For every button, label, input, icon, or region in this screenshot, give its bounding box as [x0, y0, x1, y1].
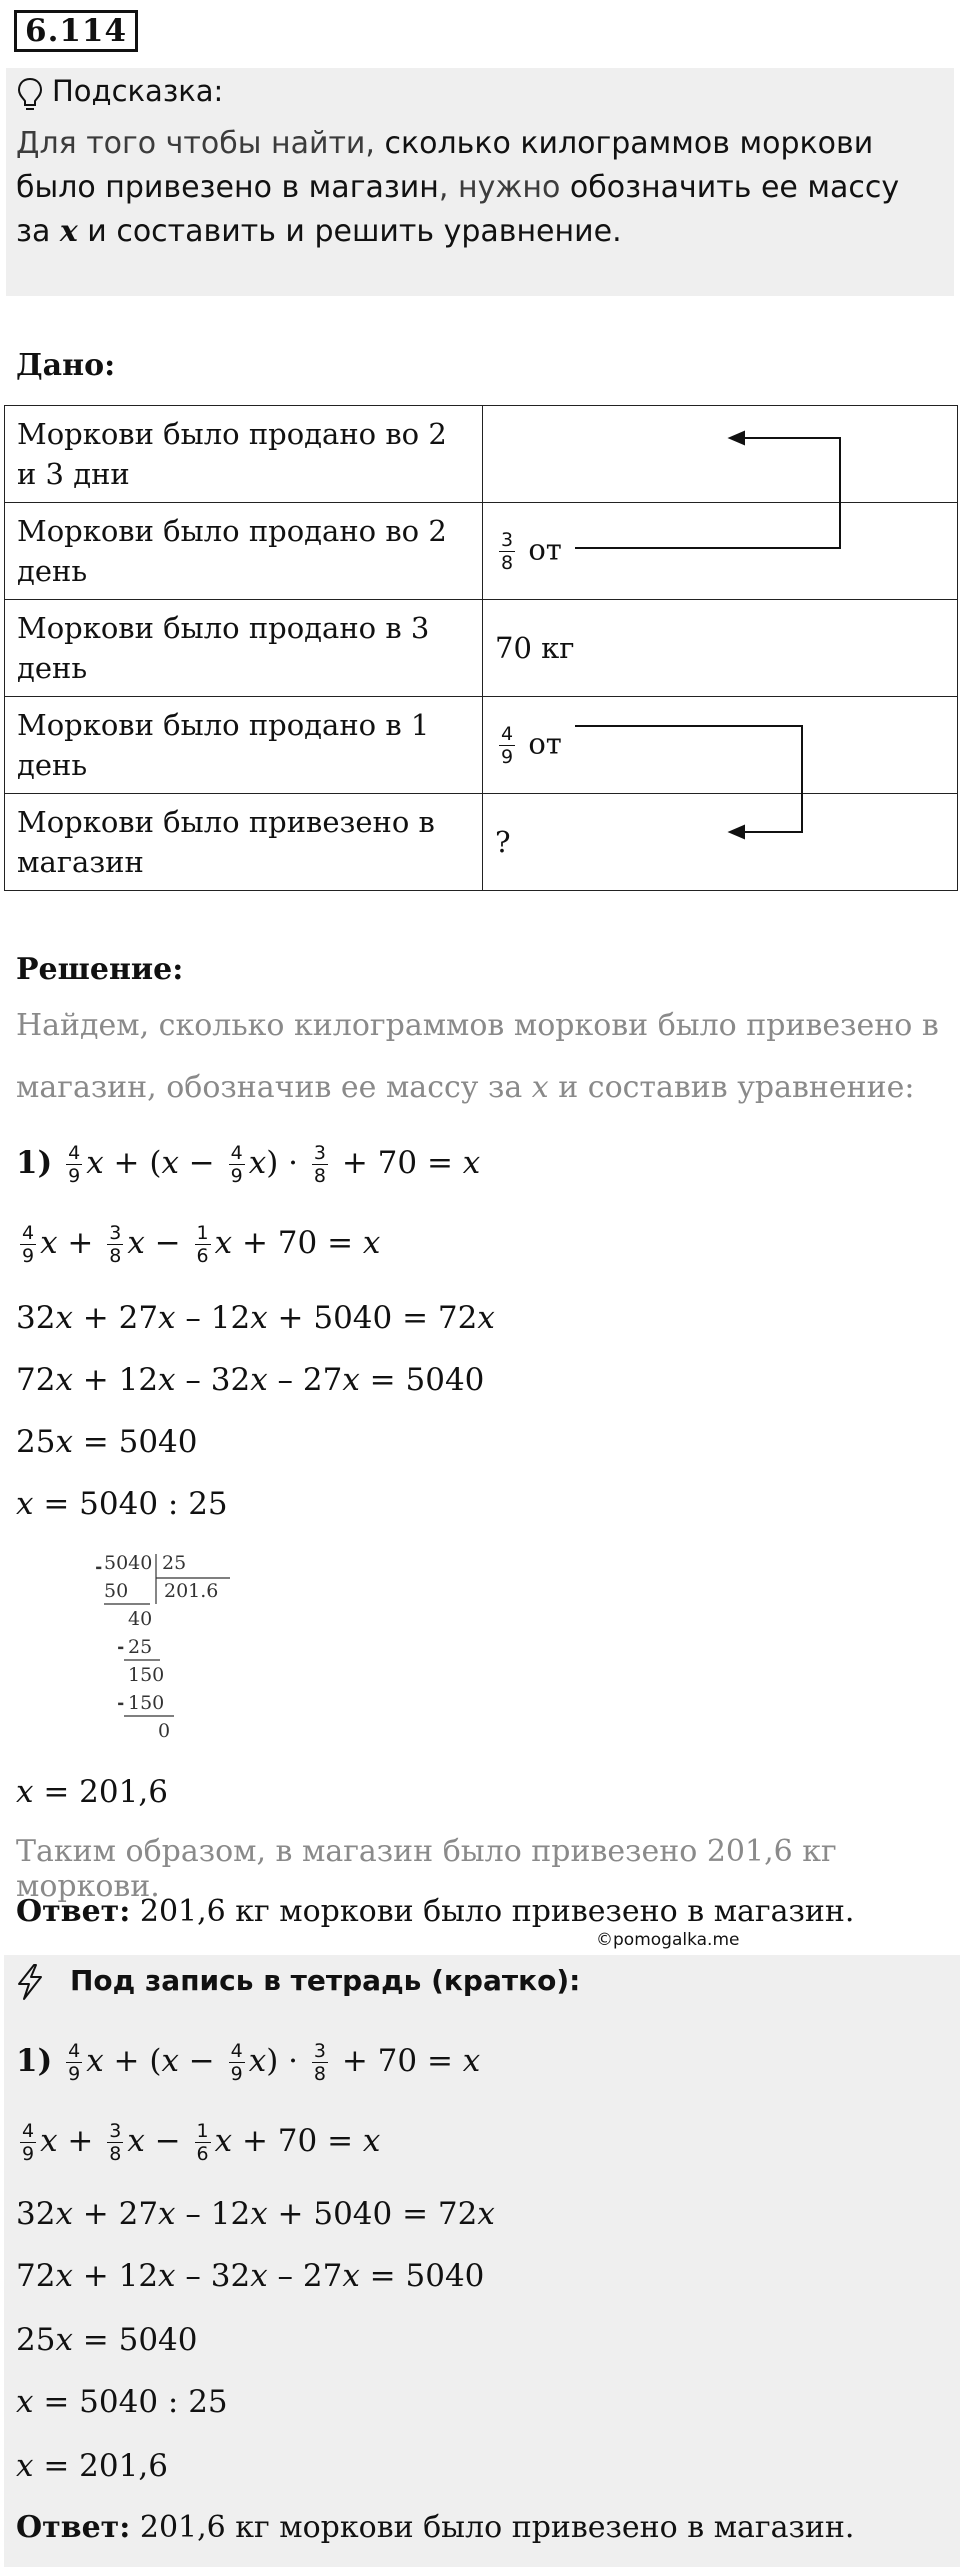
division-line: 150: [128, 1692, 165, 1714]
fraction: $\frac{3}{8}$: [501, 528, 514, 574]
division-line: 50: [104, 1580, 129, 1602]
watermark: ©pomogalka.me: [596, 1930, 740, 1950]
given-row-value: $\frac{3}{8}$ от: [483, 503, 958, 600]
notebook-equation-3: 32𝑥 + 27𝑥 – 12𝑥 + 5040 = 72𝑥: [16, 2196, 495, 2232]
problem-number: 6.114: [14, 10, 138, 52]
table-arrows: [0, 0, 960, 900]
dividend: 5040: [104, 1552, 153, 1574]
equation-7: 𝑥 = 201,6: [16, 1774, 168, 1810]
equation-6: 𝑥 = 5040 : 25: [16, 1486, 228, 1522]
lightning-icon: [14, 1962, 46, 2002]
divisor: 25: [162, 1552, 187, 1574]
given-label: Дано:: [16, 348, 116, 383]
given-row-value: $\frac{4}{9}$ от: [483, 697, 958, 794]
given-row-label: Моркови было продано во 2 и 3 дни: [5, 406, 483, 503]
notebook-equation-1: 1) $\frac{4}{9}$ x + (x − $\frac{4}{9}$ x) · $\frac{3}{8}$ + 70 = x: [16, 2040, 481, 2085]
equation-4: 72𝑥 + 12𝑥 – 32𝑥 – 27𝑥 = 5040: [16, 1362, 485, 1398]
hint-title: Подсказка:: [52, 74, 224, 108]
solution-label: Решение:: [16, 952, 184, 987]
given-row-label: Моркови было продано в 3 день: [5, 600, 483, 697]
notebook-equation-7: 𝑥 = 201,6: [16, 2448, 168, 2484]
fraction: $\frac{4}{9}$: [501, 722, 514, 768]
division-line: 150: [128, 1664, 165, 1686]
equation-2: $\frac{4}{9}$ x + $\frac{3}{8}$ x − $\frac{1}{6}$ x + 70 = x: [22, 1222, 381, 1267]
long-division: [90, 1550, 270, 1750]
given-row-value: ?: [483, 794, 958, 891]
conclusion: Таким образом, в магазин было привезено 201,6 кг моркови.: [16, 1834, 837, 1904]
equation-1: 1) $\frac{4}{9}$ x + (x − $\frac{4}{9}$ x) · $\frac{3}{8}$ + 70 = x: [16, 1142, 481, 1187]
given-row-label: Моркови было продано в 1 день: [5, 697, 483, 794]
division-line: 40: [128, 1608, 153, 1630]
equation-3: 32𝑥 + 27𝑥 – 12𝑥 + 5040 = 72𝑥: [16, 1300, 495, 1336]
solution-intro-2: магазин, обозначив ее массу за x и составив уравнение:: [16, 1070, 915, 1105]
svg-text:-: -: [118, 1693, 124, 1712]
hint-text: Для того чтобы найти, сколько килограммов моркови было привезено в магазин, нужно обозначить ее массу за x и составить и решить уравнение.: [16, 126, 900, 249]
equation-5: 25𝑥 = 5040: [16, 1424, 198, 1460]
notebook-equation-5: 25𝑥 = 5040: [16, 2322, 198, 2358]
svg-text:-: -: [118, 1637, 124, 1656]
arrow-down-icon: [575, 726, 802, 838]
notebook-title: Под запись в тетрадь (кратко):: [70, 1964, 581, 1997]
arrow-up-icon: [575, 432, 840, 548]
division-line: 25: [128, 1636, 153, 1658]
notebook-equation-4: 72𝑥 + 12𝑥 – 32𝑥 – 27𝑥 = 5040: [16, 2258, 485, 2294]
given-row-label: Моркови было привезено в магазин: [5, 794, 483, 891]
notebook-equation-2: $\frac{4}{9}$ x + $\frac{3}{8}$ x − $\frac{1}{6}$ x + 70 = x: [22, 2120, 381, 2165]
given-row-label: Моркови было продано во 2 день: [5, 503, 483, 600]
notebook-answer: Ответ: 201,6 кг моркови было привезено в магазин.: [16, 2510, 855, 2545]
given-row-value: 70 кг: [483, 600, 958, 697]
division-line: 0: [158, 1720, 171, 1742]
svg-text:-: -: [96, 1557, 102, 1576]
quotient: 201.6: [164, 1580, 219, 1602]
solution-intro-1: Найдем, сколько килограммов моркови было привезено в: [16, 1008, 939, 1043]
notebook-equation-6: 𝑥 = 5040 : 25: [16, 2384, 228, 2420]
answer: Ответ: 201,6 кг моркови было привезено в магазин.: [16, 1894, 855, 1929]
